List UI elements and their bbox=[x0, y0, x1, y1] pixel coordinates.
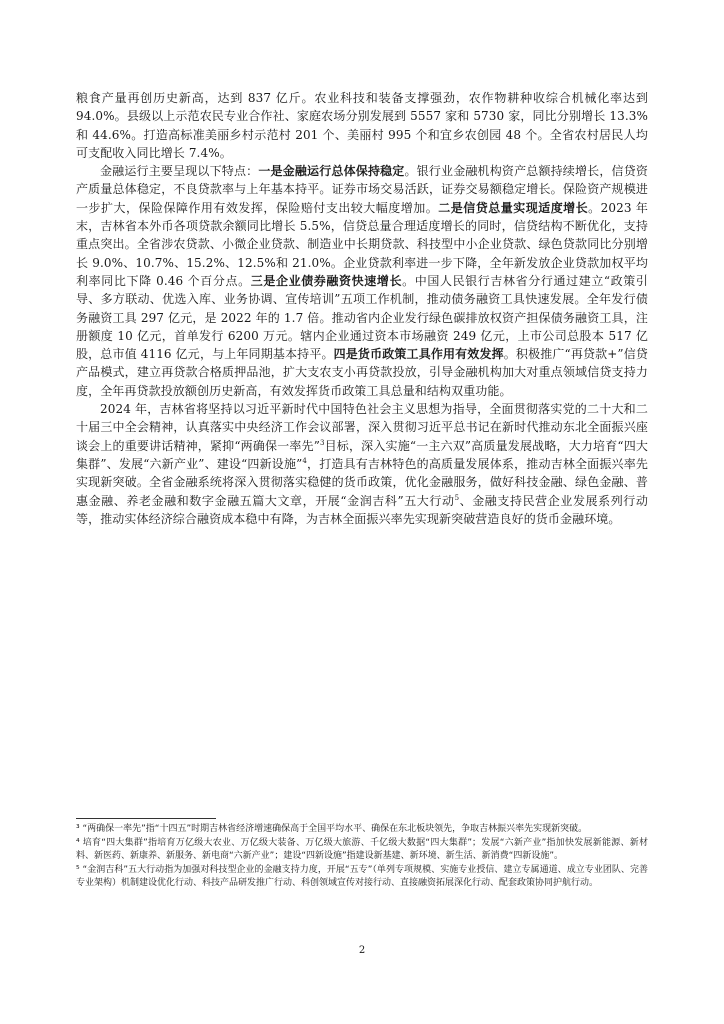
page-number: 2 bbox=[358, 945, 366, 956]
text-run: 。积极推广“再贷款+”信贷产品模式，建立再贷款合格质押品池，扩大支农支小再贷款投放，引导金融机构加大对重点领域信贷支持力度，全年再贷款投放额创历史新高，有效发挥货币政策工具总量和结构双重功能。 bbox=[76, 347, 648, 398]
paragraph-agriculture bbox=[76, 89, 648, 162]
text-run: 。2023 年末，吉林省本外币各项贷款余额同比增长 5.5%，信贷总量合理适度增长的同时，信贷结构不断优化，支持重点突出。全省涉农贷款、小微企业贷款、制造业中长期贷款、科技型中小企业贷款、绿色贷款同比分别增长 9.0%、10.7%、15.2%、12.5%和 21.0%。企业贷款利率进一步下降，全年新发放企业贷款加权平均利率同比下降 0.46 个百分点。 bbox=[76, 200, 649, 288]
text-run: 目标，深入实施“一主六双”高质量发展战略，大力培育“四大集群”、发展“六新产业”、建设“四新设施” bbox=[76, 438, 648, 471]
footnote-divider bbox=[76, 818, 216, 819]
bold-highlight: 三是企业债券融资快速增长 bbox=[250, 273, 403, 288]
body-text bbox=[76, 89, 648, 528]
bold-highlight: 四是货币政策工具作用有效发挥 bbox=[333, 347, 504, 362]
footnote-reference: 5 bbox=[454, 493, 460, 502]
text-run: 金融运行主要呈现以下特点： bbox=[100, 164, 259, 179]
footnote-3: ³ “两确保一率先”指“十四五”时期吉林省经济增速确保高于全国平均水平、确保在东北板块领先，争取吉林振兴率先实现新突破。 bbox=[76, 824, 588, 834]
bold-highlight: 一是金融运行总体保持稳定 bbox=[258, 164, 405, 179]
bold-highlight: 二是信贷总量实现适度增长 bbox=[438, 200, 589, 215]
footnote-reference: 3 bbox=[319, 438, 325, 447]
footnote-5: ⁵ “金润吉科”五大行动指为加强对科技型企业的金融支持力度，开展“五专”（单列专项规模、实施专业授信、建立专属通道、成立专业团队、完善专业架构）机制建设优化行动、科技产品研发推广行动、科创领域宣传对接行动、直接融资拓展深化行动、配套政策协同护航行动。 bbox=[76, 864, 648, 888]
text-run: 。银行业金融机构资产总额持续增长，信贷资产质量总体稳定，不良贷款率与上年基本持平。证券市场交易活跃，证券交易额稳定增长。保险资产规模进一步扩大，保险保障作用有效发挥，保险赔付支出较大幅度增加。 bbox=[76, 164, 648, 215]
footnote-reference: 4 bbox=[302, 456, 307, 465]
footnotes bbox=[76, 823, 648, 891]
text-run: 。中国人民银行吉林省分行通过建立“政策引导、多方联动、优选入库、业务协调、宣传培训”五项工作机制，推动债务融资工具快速发展。全年发行债务融资工具 297 亿元，是 2022 年的 1.7 倍。推动省内企业发行绿色碳排放权资产担保债务融资工具，注册额度 10 亿元，首单发行 6200 万元。辖内企业通过资本市场融资 249 亿元，上市公司总股本 517 亿股，总市值 4116 亿元，与上年同期基本持平。 bbox=[76, 273, 649, 362]
text-run: 粮食产量再创历史新高，达到 837 亿斤。农业科技和装备支撑强劲，农作物耕种收综合机械化率达到 94.0%。县级以上示范农民专业合作社、家庭农场分别发展到 5557 家和 5730 家，同比分别增长 13.3% 和 44.6%。打造高标准美丽乡村示范村 201 个、美丽村 995 个和宜乡农创园 48 个。全省农村居民人均可支配收入同比增长 7.4%。 bbox=[76, 91, 648, 160]
footnote-4: ⁴ 培育“四大集群”指培育万亿级大农业、万亿级大装备、万亿级大旅游、千亿级大数据“四大集群”；发展“六新产业”指加快发展新能源、新材料、新医药、新康养、新服务、新电商“六新产业”；建设“四新设施”指建设新基建、新环境、新生活、新消费“四新设施”。 bbox=[76, 837, 648, 861]
paragraph-2024-outlook bbox=[76, 400, 648, 528]
text-run: ，打造具有吉林特色的高质量发展体系，推动吉林全面振兴率先实现新突破。全省金融系统将深入贯彻落实稳健的货币政策，优化金融服务，做好科技金融、绿色金融、普惠金融、养老金融和数字金融五篇大文章，开展“金润吉科”五大行动 bbox=[76, 456, 648, 508]
paragraph-financial-features bbox=[76, 162, 648, 400]
text-run: 、金融支持民营企业发展系列行动等，推动实体经济综合融资成本稳中有降，为吉林全面振兴率先实现新突破营造良好的货币金融环境。 bbox=[76, 493, 648, 526]
text-run: 2024 年，吉林省将坚持以习近平新时代中国特色社会主义思想为指导，全面贯彻落实党的二十大和二十届三中全会精神，认真落实中央经济工作会议部署，深入贯彻习近平总书记在新时代推动东北全面振兴座谈会上的重要讲话精神，紧抑“两确保一率先” bbox=[76, 402, 648, 453]
